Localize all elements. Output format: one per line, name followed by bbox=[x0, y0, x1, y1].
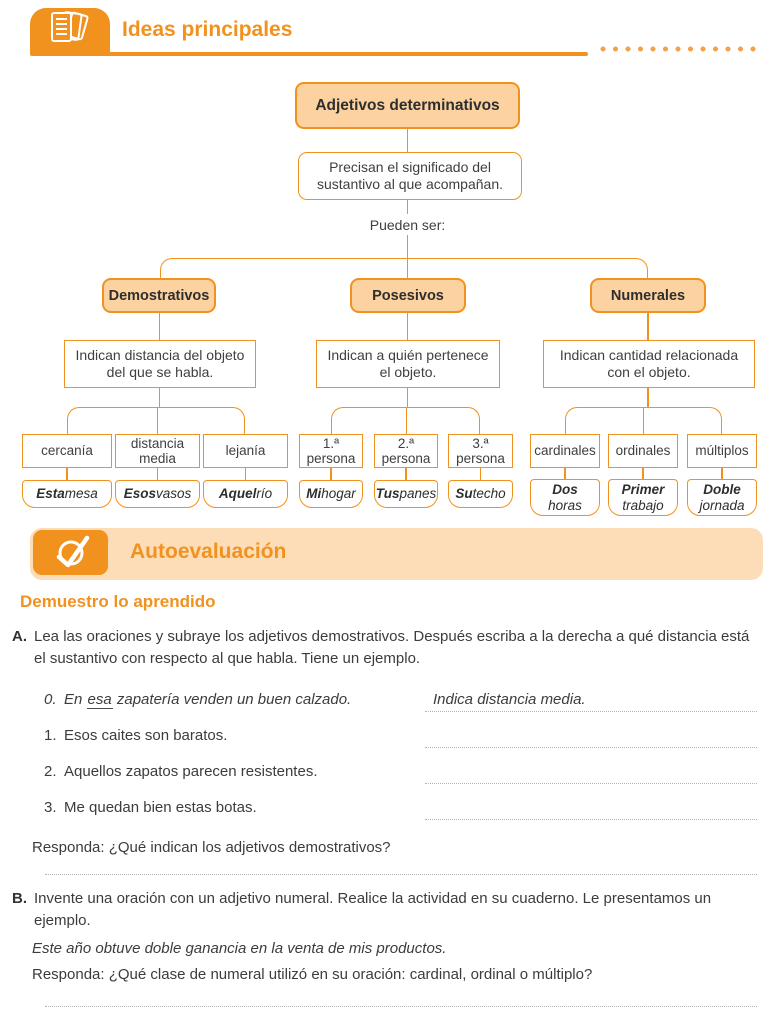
item-sentence: Aquellos zapatos parecen resistentes. bbox=[64, 763, 318, 781]
item-number: 3. bbox=[44, 799, 57, 817]
connector-line bbox=[407, 235, 409, 258]
page-title: Ideas principales bbox=[122, 18, 293, 41]
instruction-text: Lea las oraciones y subraye los adjetivos demostrativos. Después escriba a la derecha a qué distancia está el sustantivo con respecto al que habla. Tiene un ejemplo. bbox=[34, 628, 750, 668]
connector-line bbox=[157, 407, 159, 434]
diagram-definition-box: Precisan el significado del sustantivo al que acompañan. bbox=[298, 152, 522, 200]
sub-label: múltiplos bbox=[687, 434, 757, 468]
sub-label: 3.ª persona bbox=[448, 434, 513, 468]
example-word: Su bbox=[455, 485, 473, 501]
example-word: Dos bbox=[552, 481, 578, 497]
branch-title-demostrativos: Demostrativos bbox=[102, 278, 216, 313]
example-noun: jornada bbox=[699, 497, 745, 513]
example-box bbox=[115, 480, 200, 508]
branch-description: Indican distancia del objeto del que se habla. bbox=[64, 340, 256, 388]
example-box bbox=[299, 480, 363, 508]
connector-line bbox=[480, 468, 482, 480]
connector-line bbox=[405, 468, 407, 480]
ideas-principales-tab bbox=[30, 8, 110, 54]
example-box bbox=[608, 479, 678, 516]
answer-line-blank[interactable] bbox=[425, 763, 757, 784]
header-rule bbox=[30, 52, 588, 56]
sub-label: ordinales bbox=[608, 434, 678, 468]
diagram-root-box: Adjetivos determinativos bbox=[295, 82, 520, 129]
example-box bbox=[687, 479, 757, 516]
example-text bbox=[548, 482, 582, 513]
example-text bbox=[622, 482, 665, 513]
sub-label: cardinales bbox=[530, 434, 600, 468]
list-item bbox=[12, 727, 757, 751]
connector-line bbox=[407, 129, 409, 152]
connector-line bbox=[159, 388, 161, 407]
item-sentence bbox=[64, 691, 351, 708]
answer-line-blank[interactable] bbox=[425, 727, 757, 748]
documents-icon bbox=[39, 9, 101, 53]
sub-label: cercanía bbox=[22, 434, 112, 468]
connector-line bbox=[157, 468, 159, 480]
sub-label: 2.ª persona bbox=[374, 434, 438, 468]
connector-line bbox=[159, 313, 161, 340]
branch-bracket bbox=[160, 258, 648, 278]
example-noun: vasos bbox=[156, 485, 192, 501]
branch-description: Indican a quién pertenece el objeto. bbox=[316, 340, 500, 388]
exercise-b bbox=[12, 888, 757, 983]
dotted-divider bbox=[45, 1006, 757, 1007]
exercise-a bbox=[12, 626, 757, 856]
example-box bbox=[530, 479, 600, 516]
item-sentence: Me quedan bien estas botas. bbox=[64, 799, 257, 817]
connector-line bbox=[647, 388, 649, 407]
example-text bbox=[699, 482, 744, 513]
example-box bbox=[374, 480, 438, 508]
sub-label: distancia media bbox=[115, 434, 200, 468]
dotted-divider bbox=[45, 874, 757, 875]
exercise-b-example: Este año obtuve doble ganancia en la venta de mis productos. bbox=[32, 940, 447, 958]
sub-label: 1.ª persona bbox=[299, 434, 363, 468]
example-box bbox=[22, 480, 112, 508]
exercise-letter: A. bbox=[12, 628, 27, 645]
example-word: Primer bbox=[621, 481, 665, 497]
example-box bbox=[203, 480, 288, 508]
example-noun: trabajo bbox=[622, 497, 664, 513]
example-noun: panes bbox=[399, 485, 437, 501]
connector-label: Pueden ser: bbox=[369, 217, 446, 233]
example-word: Tus bbox=[375, 485, 400, 501]
branch-title-numerales: Numerales bbox=[590, 278, 706, 313]
dotted-decoration bbox=[600, 46, 763, 52]
example-noun: horas bbox=[548, 497, 582, 513]
example-word: Esta bbox=[36, 485, 65, 501]
autoevaluacion-title: Autoevaluación bbox=[130, 540, 287, 563]
connector-line bbox=[330, 468, 332, 480]
example-word: Esos bbox=[123, 485, 156, 501]
example-word: Mi bbox=[306, 485, 322, 501]
connector-line bbox=[406, 407, 408, 434]
exercise-b-question: Responda: ¿Qué clase de numeral utilizó en su oración: cardinal, ordinal o múltiplo? bbox=[32, 966, 593, 984]
example-noun: techo bbox=[472, 485, 506, 501]
connector-line bbox=[66, 468, 68, 480]
example-noun: río bbox=[256, 485, 273, 501]
connector-line bbox=[407, 313, 409, 340]
example-word: Aquel bbox=[218, 485, 257, 501]
branch-description: Indican cantidad relacionada con el objeto. bbox=[543, 340, 755, 388]
underlined-word: esa bbox=[87, 691, 112, 709]
check-circle-icon bbox=[33, 530, 108, 575]
example-word: Doble bbox=[703, 481, 741, 497]
exercise-a-instructions bbox=[12, 626, 757, 670]
item-number: 0. bbox=[44, 691, 57, 709]
connector-line bbox=[407, 258, 409, 278]
instruction-text: Invente una oración con un adjetivo numeral. Realice la actividad en su cuaderno. Le presentamos un ejemplo. bbox=[34, 890, 712, 930]
item-number: 2. bbox=[44, 763, 57, 781]
item-sentence: Esos caites son baratos. bbox=[64, 727, 228, 745]
section-title: Demuestro lo aprendido bbox=[20, 592, 216, 611]
sentence-pre: En bbox=[64, 691, 87, 709]
list-item bbox=[12, 799, 757, 823]
example-item bbox=[12, 691, 757, 715]
example-box bbox=[448, 480, 513, 508]
example-noun: hogar bbox=[321, 485, 356, 501]
item-number: 1. bbox=[44, 727, 57, 745]
connector-line bbox=[407, 388, 409, 407]
exercise-b-instructions bbox=[12, 888, 757, 932]
exercise-letter: B. bbox=[12, 890, 27, 907]
branch-title-posesivos: Posesivos bbox=[350, 278, 466, 313]
answer-line-filled: Indica distancia media. bbox=[425, 691, 757, 712]
sentence-post: zapatería venden un buen calzado. bbox=[112, 691, 352, 709]
connector-line bbox=[245, 468, 247, 480]
example-noun: mesa bbox=[64, 485, 98, 501]
connector-line bbox=[407, 200, 409, 214]
exercise-a-question: Responda: ¿Qué indican los adjetivos demostrativos? bbox=[32, 839, 391, 857]
connector-line bbox=[647, 313, 649, 340]
sub-label: lejanía bbox=[203, 434, 288, 468]
connector-line bbox=[643, 407, 645, 434]
answer-line-blank[interactable] bbox=[425, 799, 757, 820]
list-item bbox=[12, 763, 757, 787]
